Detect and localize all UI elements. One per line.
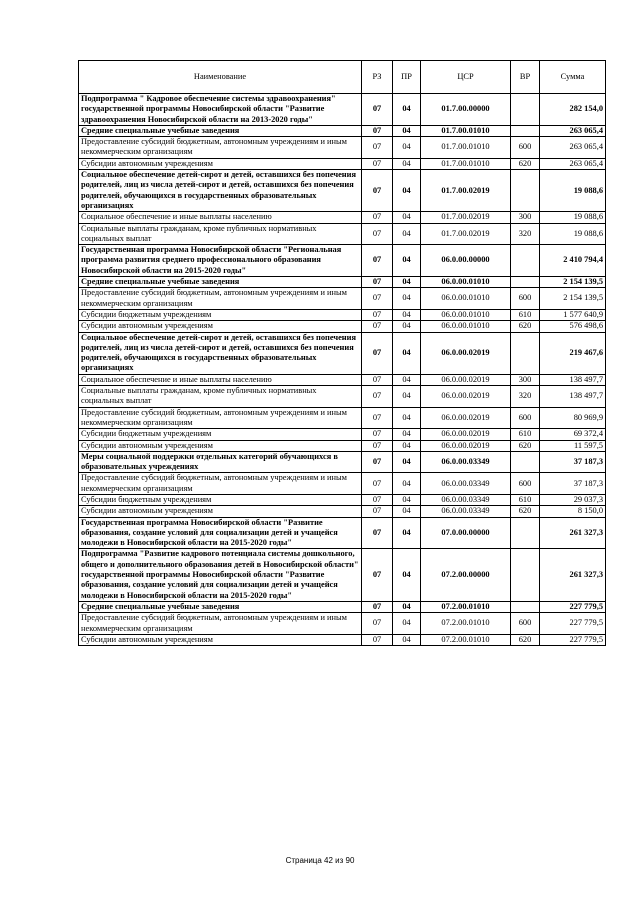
cell-vr: 610: [511, 494, 540, 505]
cell-pr: 04: [393, 440, 421, 451]
cell-pr: 04: [393, 94, 421, 126]
cell-sum: 576 498,6: [540, 321, 606, 332]
cell-name: Государственная программа Новосибирской области "Развитие образования, создание условий для социализации детей и учащейся молодежи в Новосибирской области на 2015-2020 годы": [79, 517, 362, 549]
cell-vr: 600: [511, 288, 540, 310]
cell-pr: 04: [393, 451, 421, 473]
table-row: [79, 309, 606, 320]
header-csr: ЦСР: [421, 61, 511, 94]
cell-sum: 69 372,4: [540, 429, 606, 440]
cell-sum: 2 154 139,5: [540, 277, 606, 288]
cell-name: Субсидии бюджетным учреждениям: [79, 429, 362, 440]
cell-csr: 07.2.00.01010: [421, 634, 511, 645]
table-row: [79, 245, 606, 277]
cell-sum: 282 154,0: [540, 94, 606, 126]
cell-name: Социальное обеспечение и иные выплаты населению: [79, 212, 362, 223]
cell-rz: 07: [362, 223, 393, 245]
cell-sum: 19 088,6: [540, 212, 606, 223]
table-row: [79, 549, 606, 601]
table-header-row: [79, 61, 606, 94]
table-row: [79, 517, 606, 549]
cell-rz: 07: [362, 473, 393, 495]
table-body: [79, 94, 606, 646]
cell-pr: 04: [393, 494, 421, 505]
cell-name: Субсидии автономным учреждениям: [79, 321, 362, 332]
cell-csr: 06.0.00.02019: [421, 407, 511, 429]
cell-csr: 06.0.00.02019: [421, 374, 511, 385]
cell-name: Подпрограмма " Кадровое обеспечение системы здравоохранения" государственной программы Новосибирской области "Развитие здравоохранения Новосибирской области на 2013-2020 годы": [79, 94, 362, 126]
header-vr: ВР: [511, 61, 540, 94]
cell-sum: 1 577 640,9: [540, 309, 606, 320]
cell-pr: 04: [393, 549, 421, 601]
cell-name: Предоставление субсидий бюджетным, автономным учреждениям и иным некоммерческим организациям: [79, 473, 362, 495]
table-row: [79, 506, 606, 517]
cell-sum: 219 467,6: [540, 332, 606, 374]
cell-rz: 07: [362, 601, 393, 612]
table-row: [79, 277, 606, 288]
table-row: [79, 440, 606, 451]
cell-name: Предоставление субсидий бюджетным, автономным учреждениям и иным некоммерческим организациям: [79, 613, 362, 635]
cell-csr: 01.7.00.01010: [421, 158, 511, 169]
cell-pr: 04: [393, 245, 421, 277]
cell-rz: 07: [362, 170, 393, 212]
cell-vr: 620: [511, 158, 540, 169]
header-sum: Сумма: [540, 61, 606, 94]
cell-rz: 07: [362, 506, 393, 517]
cell-pr: 04: [393, 321, 421, 332]
cell-rz: 07: [362, 137, 393, 159]
cell-pr: 04: [393, 517, 421, 549]
table-row: [79, 137, 606, 159]
cell-csr: 01.7.00.01010: [421, 125, 511, 136]
cell-pr: 04: [393, 407, 421, 429]
cell-csr: 01.7.00.02019: [421, 170, 511, 212]
cell-sum: 227 779,5: [540, 634, 606, 645]
table-row: [79, 170, 606, 212]
header-pr: ПР: [393, 61, 421, 94]
table-row: [79, 634, 606, 645]
cell-pr: 04: [393, 601, 421, 612]
cell-name: Средние специальные учебные заведения: [79, 125, 362, 136]
cell-sum: 2 410 794,4: [540, 245, 606, 277]
cell-csr: 06.0.00.02019: [421, 386, 511, 408]
cell-rz: 07: [362, 429, 393, 440]
cell-rz: 07: [362, 321, 393, 332]
cell-sum: 261 327,3: [540, 549, 606, 601]
cell-csr: 06.0.00.01010: [421, 288, 511, 310]
cell-csr: 06.0.00.03349: [421, 494, 511, 505]
cell-sum: 227 779,5: [540, 613, 606, 635]
cell-csr: 01.7.00.00000: [421, 94, 511, 126]
table-row: [79, 494, 606, 505]
cell-rz: 07: [362, 549, 393, 601]
cell-rz: 07: [362, 451, 393, 473]
cell-vr: [511, 332, 540, 374]
cell-sum: 29 037,3: [540, 494, 606, 505]
cell-rz: 07: [362, 332, 393, 374]
cell-sum: 2 154 139,5: [540, 288, 606, 310]
cell-sum: 263 065,4: [540, 158, 606, 169]
cell-rz: 07: [362, 158, 393, 169]
cell-vr: [511, 451, 540, 473]
table-row: [79, 158, 606, 169]
cell-vr: 600: [511, 613, 540, 635]
cell-pr: 04: [393, 288, 421, 310]
table-row: [79, 601, 606, 612]
cell-csr: 06.0.00.03349: [421, 451, 511, 473]
cell-name: Подпрограмма "Развитие кадрового потенциала системы дошкольного, общего и дополнительного образования детей в Новосибирской области" государственной программы Новосибирской области "Развитие образования, создание условий для социализации детей и учащейся молодежи в Новосибирской области на 2015-2020 годы": [79, 549, 362, 601]
table-row: [79, 613, 606, 635]
cell-csr: 07.2.00.01010: [421, 613, 511, 635]
cell-csr: 06.0.00.02019: [421, 429, 511, 440]
cell-pr: 04: [393, 374, 421, 385]
cell-vr: 320: [511, 386, 540, 408]
cell-rz: 07: [362, 94, 393, 126]
cell-vr: [511, 549, 540, 601]
cell-name: Социальное обеспечение детей-сирот и детей, оставшихся без попечения родителей, лиц из числа детей-сирот и детей, оставшихся без попечения родителей, обучающихся в государственных образовательных организациях: [79, 332, 362, 374]
cell-vr: [511, 517, 540, 549]
cell-pr: 04: [393, 506, 421, 517]
table-row: [79, 321, 606, 332]
cell-vr: 610: [511, 309, 540, 320]
cell-csr: 06.0.00.01010: [421, 321, 511, 332]
cell-vr: [511, 601, 540, 612]
cell-name: Субсидии бюджетным учреждениям: [79, 494, 362, 505]
cell-pr: 04: [393, 223, 421, 245]
cell-csr: 06.0.00.03349: [421, 506, 511, 517]
cell-vr: 600: [511, 407, 540, 429]
cell-pr: 04: [393, 473, 421, 495]
cell-name: Субсидии автономным учреждениям: [79, 440, 362, 451]
cell-vr: [511, 245, 540, 277]
cell-pr: 04: [393, 613, 421, 635]
cell-name: Субсидии автономным учреждениям: [79, 506, 362, 517]
cell-csr: 01.7.00.02019: [421, 212, 511, 223]
cell-csr: 01.7.00.01010: [421, 137, 511, 159]
cell-vr: 300: [511, 374, 540, 385]
cell-rz: 07: [362, 613, 393, 635]
cell-rz: 07: [362, 634, 393, 645]
cell-pr: 04: [393, 212, 421, 223]
cell-sum: 19 088,6: [540, 170, 606, 212]
cell-name: Средние специальные учебные заведения: [79, 601, 362, 612]
cell-csr: 07.2.00.00000: [421, 549, 511, 601]
cell-csr: 01.7.00.02019: [421, 223, 511, 245]
cell-name: Предоставление субсидий бюджетным, автономным учреждениям и иным некоммерческим организациям: [79, 288, 362, 310]
table-row: [79, 473, 606, 495]
cell-sum: 19 088,6: [540, 223, 606, 245]
cell-pr: 04: [393, 137, 421, 159]
cell-csr: 07.2.00.01010: [421, 601, 511, 612]
cell-name: Государственная программа Новосибирской области "Региональная программа развития среднего профессионального образования Новосибирской области на 2015-2020 годы": [79, 245, 362, 277]
cell-vr: [511, 94, 540, 126]
cell-rz: 07: [362, 440, 393, 451]
cell-vr: 320: [511, 223, 540, 245]
cell-csr: 07.0.00.00000: [421, 517, 511, 549]
cell-name: Средние специальные учебные заведения: [79, 277, 362, 288]
cell-vr: 620: [511, 506, 540, 517]
cell-rz: 07: [362, 386, 393, 408]
table-row: [79, 332, 606, 374]
cell-name: Социальное обеспечение и иные выплаты населению: [79, 374, 362, 385]
cell-vr: [511, 277, 540, 288]
cell-csr: 06.0.00.03349: [421, 473, 511, 495]
cell-sum: 263 065,4: [540, 125, 606, 136]
cell-rz: 07: [362, 288, 393, 310]
cell-pr: 04: [393, 277, 421, 288]
cell-name: Меры социальной поддержки отдельных категорий обучающихся в образовательных учреждениях: [79, 451, 362, 473]
header-rz: РЗ: [362, 61, 393, 94]
cell-csr: 06.0.00.01010: [421, 309, 511, 320]
cell-vr: 610: [511, 429, 540, 440]
table-row: [79, 451, 606, 473]
cell-vr: 620: [511, 321, 540, 332]
cell-name: Субсидии автономным учреждениям: [79, 634, 362, 645]
cell-name: Предоставление субсидий бюджетным, автономным учреждениям и иным некоммерческим организациям: [79, 137, 362, 159]
cell-rz: 07: [362, 517, 393, 549]
table-row: [79, 223, 606, 245]
page-number: Страница 42 из 90: [285, 856, 355, 865]
cell-name: Субсидии бюджетным учреждениям: [79, 309, 362, 320]
cell-sum: 138 497,7: [540, 386, 606, 408]
cell-pr: 04: [393, 158, 421, 169]
cell-vr: [511, 170, 540, 212]
header-name: Наименование: [79, 61, 362, 94]
cell-name: Субсидии автономным учреждениям: [79, 158, 362, 169]
cell-rz: 07: [362, 494, 393, 505]
cell-name: Предоставление субсидий бюджетным, автономным учреждениям и иным некоммерческим организациям: [79, 407, 362, 429]
cell-name: Социальные выплаты гражданам, кроме публичных нормативных социальных выплат: [79, 223, 362, 245]
cell-sum: 37 187,3: [540, 451, 606, 473]
cell-pr: 04: [393, 125, 421, 136]
cell-sum: 8 150,0: [540, 506, 606, 517]
cell-pr: 04: [393, 386, 421, 408]
cell-rz: 07: [362, 374, 393, 385]
cell-rz: 07: [362, 407, 393, 429]
cell-csr: 06.0.00.01010: [421, 277, 511, 288]
cell-vr: 620: [511, 440, 540, 451]
table-row: [79, 212, 606, 223]
table-row: [79, 407, 606, 429]
cell-csr: 06.0.00.02019: [421, 440, 511, 451]
cell-name: Социальные выплаты гражданам, кроме публичных нормативных социальных выплат: [79, 386, 362, 408]
cell-vr: 600: [511, 137, 540, 159]
cell-pr: 04: [393, 170, 421, 212]
cell-vr: 620: [511, 634, 540, 645]
cell-sum: 227 779,5: [540, 601, 606, 612]
cell-pr: 04: [393, 429, 421, 440]
table-row: [79, 429, 606, 440]
table-row: [79, 386, 606, 408]
cell-sum: 11 597,5: [540, 440, 606, 451]
cell-vr: 300: [511, 212, 540, 223]
cell-rz: 07: [362, 309, 393, 320]
cell-sum: 263 065,4: [540, 137, 606, 159]
cell-pr: 04: [393, 309, 421, 320]
cell-csr: 06.0.00.00000: [421, 245, 511, 277]
table-row: [79, 288, 606, 310]
cell-rz: 07: [362, 277, 393, 288]
budget-table: [78, 60, 606, 646]
cell-sum: 261 327,3: [540, 517, 606, 549]
cell-name: Социальное обеспечение детей-сирот и детей, оставшихся без попечения родителей, лиц из числа детей-сирот и детей, оставшихся без попечения родителей, обучающихся в государственных образовательных организациях: [79, 170, 362, 212]
cell-rz: 07: [362, 212, 393, 223]
cell-pr: 04: [393, 332, 421, 374]
cell-csr: 06.0.00.02019: [421, 332, 511, 374]
cell-vr: 600: [511, 473, 540, 495]
cell-rz: 07: [362, 125, 393, 136]
table-row: [79, 374, 606, 385]
table-row: [79, 94, 606, 126]
cell-vr: [511, 125, 540, 136]
cell-sum: 80 969,9: [540, 407, 606, 429]
table-row: [79, 125, 606, 136]
cell-rz: 07: [362, 245, 393, 277]
cell-sum: 138 497,7: [540, 374, 606, 385]
cell-sum: 37 187,3: [540, 473, 606, 495]
cell-pr: 04: [393, 634, 421, 645]
